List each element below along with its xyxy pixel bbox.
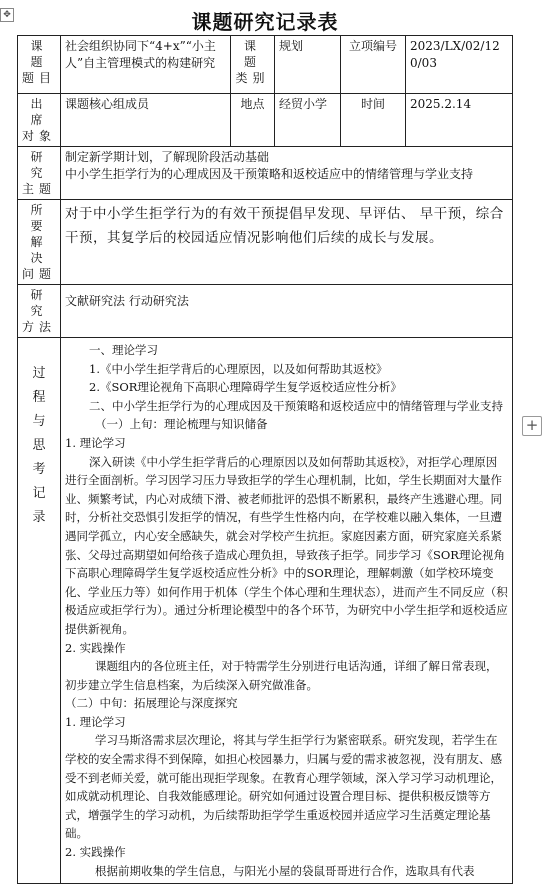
- problem-label-text: 所 要 解 决 问题: [21, 203, 56, 281]
- process-paragraph: 学习马斯洛需求层次理论，将其与学生拒学行为紧密联系。研究发现，若学生在学校的安全需求得不到保障，如担心校园暴力，归属与爱的需求被忽视，没有朋友、感受不到老师关爱，就可能出现拒学现象。在教育心理学领域，深入学习学习动机理论，如成就动机理论、自我效能感理论。研究如何通过设置合理目标、提供积极反馈等方式，增强学生的学习动机，为后续帮助拒学学生重返校园并适应学习生活奠定理论基础。: [65, 733, 502, 841]
- method-value[interactable]: 文献研究法 行动研究法: [61, 285, 513, 338]
- process-subheading: 1. 理论学习: [65, 435, 126, 450]
- process-heading: 一、理论学习: [89, 343, 158, 357]
- problem-value[interactable]: 对于中小学生拒学行为的有效干预提倡早发现、早评估、 早干预，综合干预，其复学后的校园适应情况影响他们后续的成长与发展。: [61, 200, 513, 285]
- process-label-char: 录: [32, 510, 46, 525]
- place-value[interactable]: 经贸小学: [275, 94, 341, 147]
- process-paragraph: 深入研读《中小学生拒学背后的心理原因以及如何帮助其返校》，对拒学心理原因进行全面剖析。学习因学习压力导致拒学的学生心理机制，比如，学生长期面对大量作业、频繁考试，内心对成绩下滑、被老师批评的恐惧不断累积，最终产生逃避心理。同时，分析社交恐惧引发拒学的情况，有些学生性格内向，在学校难以融入集体，一旦遭遇同学孤立，内心安全感缺失，就会对学校产生抗拒。家庭因素方面，研究家庭关系紧张、父母过高期望如何给孩子造成心理负担，导致孩子拒学。同步学习《SOR理论视角下高职心理障碍学生复学返校适应性分析》中的SOR理论，理解刺激（如学校环境变化、学业压力等）如何作用于机体（学生个体心理和生理状态），进而产生不同反应（积极适应或拒学行为）。通过分析理论模型中的各个环节，为研究中小学生拒学和返校适应提供新视角。: [65, 454, 508, 636]
- page-title: 课题研究记录表: [191, 10, 339, 34]
- project-no-label: 立项编号: [341, 36, 406, 94]
- process-label-char: 记: [32, 486, 46, 501]
- process-label: [18, 338, 61, 884]
- process-list-item: 2.《SOR理论视角下高职心理障碍学生复学返校适应性分析》: [89, 380, 402, 395]
- table-move-handle-icon[interactable]: ✥: [0, 8, 14, 22]
- theme-label: [18, 147, 61, 200]
- process-subheading: （一）上旬：理论梳理与知识储备: [95, 417, 268, 432]
- theme-line-1: 制定新学期计划，了解现阶段活动基础: [65, 150, 270, 164]
- research-record-table: [17, 35, 513, 884]
- attendees-label: [18, 94, 61, 147]
- process-subheading: 1. 理论学习: [65, 714, 126, 729]
- category-label-text: 课 题 类别: [235, 39, 270, 85]
- process-subheading: （二）中旬：拓展理论与深度探究: [65, 696, 238, 711]
- process-paragraph: 课题组内的各位班主任，对于特需学生分别进行电话沟通，详细了解日常表现，初步建立学生信息档案，为后续深入研究做准备。: [65, 659, 498, 692]
- process-paragraph: 根据前期收集的学生信息，与阳光小屋的袋鼠哥哥进行合作，选取具有代表: [95, 863, 475, 878]
- process-label-char: 与: [32, 414, 46, 429]
- process-label-char: 考: [32, 462, 46, 477]
- topic-label: [18, 36, 61, 94]
- project-no-value[interactable]: 2023/LX/02/120/03: [406, 36, 513, 94]
- category-value[interactable]: 规划: [275, 36, 341, 94]
- place-label: 地点: [231, 94, 275, 147]
- category-label: [231, 36, 275, 94]
- topic-value[interactable]: 社会组织协同下“4+x”“小主人”自主管理模式的构建研究: [61, 36, 231, 94]
- process-subheading: 2. 实践操作: [65, 845, 126, 860]
- topic-label-text: 课 题 题目: [21, 39, 56, 85]
- theme-line-2: 中小学生拒学行为的心理成因及干预策略和返校适应中的情绪管理与学业支持: [65, 167, 474, 181]
- theme-value[interactable]: [61, 147, 513, 200]
- process-heading: 二、中小学生拒学行为的心理成因及干预策略和返校适应中的情绪管理与学业支持: [89, 398, 503, 413]
- theme-label-text: 研 究 主题: [21, 150, 56, 196]
- process-subheading: 2. 实践操作: [65, 640, 126, 655]
- process-label-char: 程: [32, 390, 46, 405]
- time-label: 时间: [341, 94, 406, 147]
- process-label-char: 过: [32, 366, 46, 381]
- attendees-label-text: 出 席 对象: [21, 97, 56, 143]
- process-list-item: 1.《中小学生拒学背后的心理原因，以及如何帮助其返校》: [89, 361, 388, 376]
- process-label-char: 思: [32, 438, 46, 453]
- method-label: [18, 285, 61, 338]
- problem-label: [18, 200, 61, 285]
- process-record[interactable]: [61, 338, 513, 884]
- attendees-value[interactable]: 课题核心组成员: [61, 94, 231, 147]
- time-value[interactable]: 2025.2.14: [406, 94, 513, 147]
- method-label-text: 研 究 方法: [21, 288, 56, 334]
- add-row-button[interactable]: +: [522, 416, 542, 436]
